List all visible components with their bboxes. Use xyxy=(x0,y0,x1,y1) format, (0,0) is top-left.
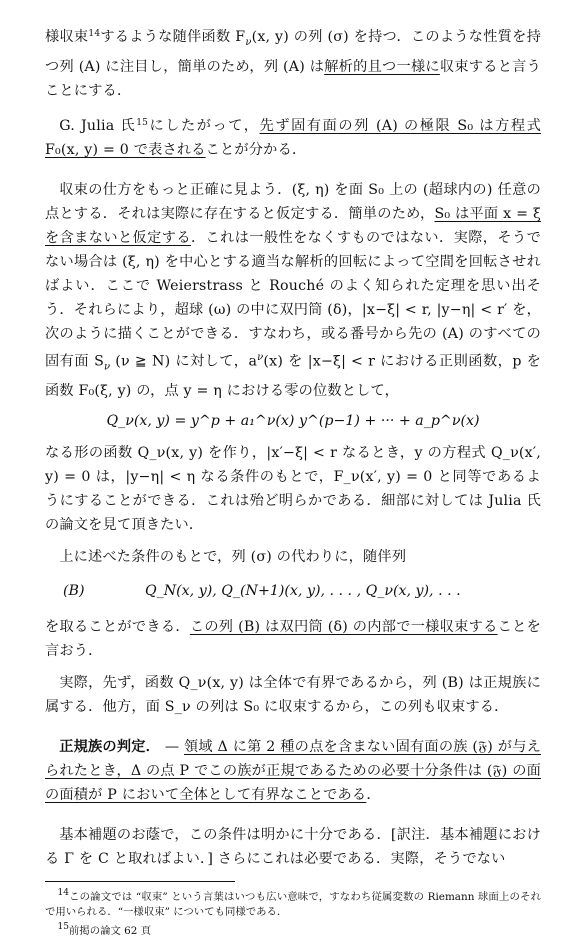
underlined-phrase: S₀ は平面 x = ξ を含まないと仮定する xyxy=(45,205,541,246)
paragraph-7: 実際，先ず，函数 Q_ν(x, y) は全体で有界であるから，列 (B) は正規族に属する．他方，面 S_ν の列は S₀ に収束するから，この列も収束する． xyxy=(45,675,541,716)
underlined-phrase: 解析的且つ一様に xyxy=(324,58,440,75)
underlined-phrase: 先ず固有面の列 (A) の極限 S₀ は方程式 F₀(x, y) = 0 で表される xyxy=(45,117,541,158)
text-run: ことが分かる． xyxy=(205,141,307,158)
text-run: (x) を |x−ξ| < r における正則函数，p を函数 F₀(ξ, y) の，点 y = η における零の位数として， xyxy=(45,353,541,400)
footnote-14 xyxy=(45,886,541,920)
footnote-text: 前掲の論文 62 頁 xyxy=(68,925,152,938)
text-run: ．これは一般性をなくすものではない．実際，そうでない場合は (ξ, η) を中心とする適当な解析的回転によって空間を回転させればよい．ここで Weierstrass と Rouché のよく知られた定理を思い出そう．それらにより，超球 (ω) の中に双円筒 (δ)，|x−ξ| < r, |y−η| < r′ を，次のように描くことができる．すなわち，或る番号から先の (A) のすべての固有面 S xyxy=(45,229,541,370)
footnote-ref-14[interactable]: 14 xyxy=(88,29,101,39)
text-run: 収束すると言うことにする． xyxy=(45,58,541,99)
text-run: にしたがって， xyxy=(148,117,260,134)
text-run: (x, y) の列 (σ) を持つ．このような性質を持つ列 (A) に注目し，簡単のため，列 (A) は xyxy=(45,29,541,75)
sequence-label: (B) xyxy=(63,583,85,600)
paragraph-5: 上に述べた条件のもとで，列 (σ) の代わりに，随伴列 xyxy=(59,549,407,566)
sequence-b xyxy=(45,579,541,603)
footnote-divider xyxy=(45,881,235,882)
underlined-phrase: この列 (B) は双円筒 (δ) の内部で一様収束する xyxy=(189,619,498,636)
display-formula: Q_ν(x, y) = y^p + a₁^ν(x) y^(p−1) + ··· + a_p^ν(x) xyxy=(106,413,480,430)
paragraph-9: 基本補題のお蔭で，この条件は明かに十分である．[訳注．基本補題における Γ を C と取ればよい．] さらにこれは必要である．実際，そうでない xyxy=(45,827,541,868)
text-run: ． xyxy=(366,787,381,804)
text-run: G. Julia 氏 xyxy=(59,117,137,134)
text-run: — xyxy=(160,739,184,756)
theorem-title: 正規族の判定． xyxy=(59,739,161,756)
sequence-body: Q_N(x, y), Q_(N+1)(x, y), . . . , Q_ν(x, y), . . . xyxy=(145,583,461,600)
text-run: するような随伴函数 F xyxy=(100,29,246,45)
text-run: (ν ≧ N) に対して，a xyxy=(110,353,258,370)
paragraph-2 xyxy=(45,111,541,162)
text-run: 様収束 xyxy=(45,29,89,45)
text-run: を取ることができる． xyxy=(45,619,190,636)
text-run: 収束の仕方をもっと正確に見よう．(ξ, η) を面 S₀ 上の (超球内の) 任意の点とする．それは実際に存在すると仮定する．簡単のため， xyxy=(45,181,541,222)
footnote-15 xyxy=(45,920,541,939)
paragraph-3: 収束の仕方をもっと正確に見よう．(ξ, η) を面 S₀ 上の (超球内の) 任意の点とする．それは実際に存在すると仮定する．簡単のため，S₀ は平面 x = ξ を含まないと仮定する．これは一般性をなくすものではない．実際，そうでない場合は (ξ, η) を中心とする適当な解析的回転によって空間を回転させればよい．ここで Weierstrass と Rouché のよく知られた定理を思い出そう．それらにより，超球 (ω) の中に双円筒 (δ)，|x−ξ| < r, |y−η| < r′ を，次のように描くことができる．すなわち，或る番号から先の (A) のすべての固有面 $S_\nu$ (ν ≧ N) に対して，$a^\nu(x)$ を |x−ξ| < r における正則函数，p を函数 F₀(ξ, y) の，点 y = η における零の位数として， xyxy=(45,181,541,400)
text-run: ことを言おう． xyxy=(45,619,541,660)
footnote-mark: 14 xyxy=(57,888,69,899)
footnote-text: この論文では “収束” という言葉はいつも広い意味で，すなわち従属変数の Riemann 球面上のそれで用いられる．“一様収束” についても同様である． xyxy=(45,891,541,919)
footnote-mark: 15 xyxy=(57,922,69,933)
footnote-ref-15[interactable]: 15 xyxy=(136,117,149,128)
paragraph-8-theorem xyxy=(45,735,541,807)
paragraph-4: なる形の函数 Q_ν(x, y) を作り，|x′−ξ| < r なるとき，y の方程式 Q_ν(x′, y) = 0 は，|y−η| < η なる条件のもとで，F_ν(x′, y) = 0 と同等であるようにすることができる．これは殆ど明らかである．細部に対しては Julia 氏の論文を見て頂きたい． xyxy=(45,445,541,534)
paragraph-1: 様収束$^{14}$するような随伴函数 $F_\nu(x$, y) の列 (σ) を持つ．このような性質を持つ列 (A) に注目し，簡単のため，列 (A) は解析的且つ一様に収束すると言うことにする． xyxy=(45,29,541,99)
underlined-phrase: 領域 Δ に第 2 種の点を含まない固有面の族 (𝔉) が与えられたとき，Δ の点 P でこの族が正規であるための必要十分条件は (𝔉) の面の面積が P において全体として有界なことである xyxy=(45,739,541,804)
paragraph-6 xyxy=(45,615,541,663)
